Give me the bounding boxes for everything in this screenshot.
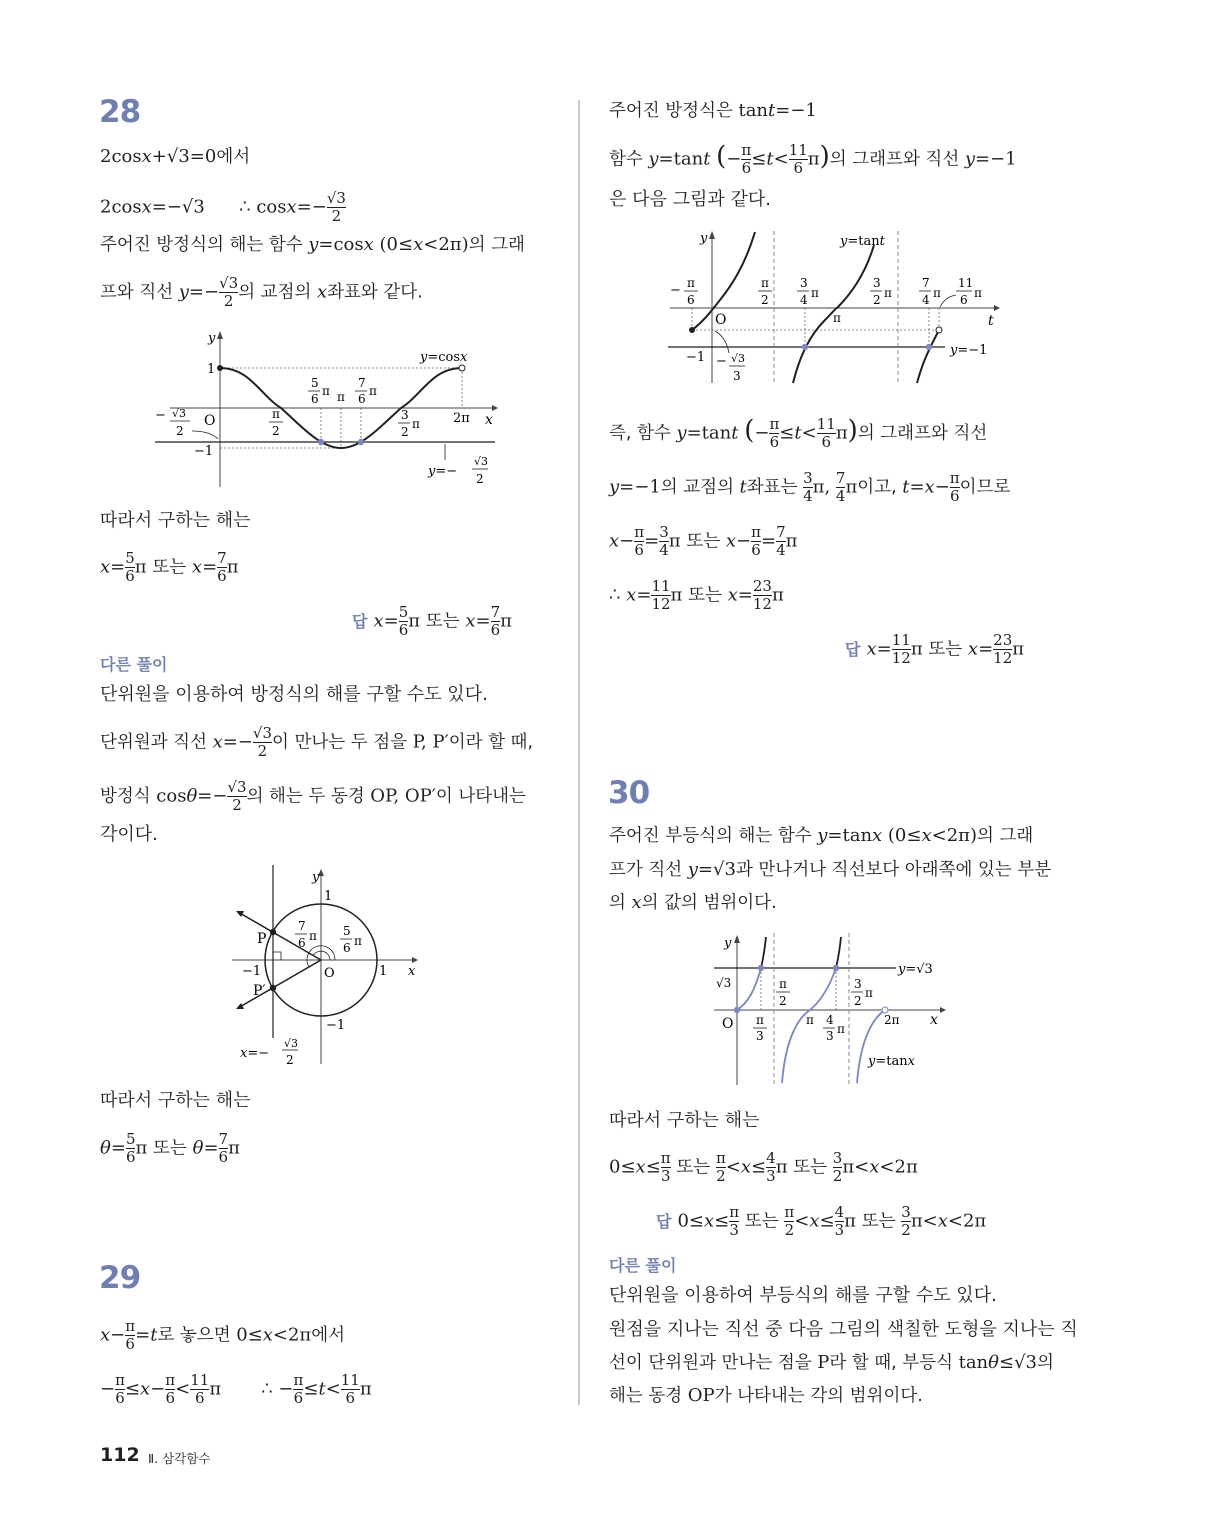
svg-text:√3: √3: [731, 352, 746, 365]
svg-text:O: O: [715, 312, 727, 328]
unit-circle-diagram: [220, 860, 430, 1070]
svg-text:y=√3: y=√3: [898, 962, 933, 977]
q30-line-3: 의 x의 값의 범위이다.: [609, 892, 777, 913]
svg-text:7: 7: [358, 376, 366, 390]
svg-text:y=−: y=−: [428, 464, 458, 479]
q28-line-1: 2cosx+√3=0에서: [100, 146, 251, 167]
q30-alt-line-4: 해는 동경 OP가 나타내는 각의 범위이다.: [609, 1385, 923, 1406]
svg-text:x: x: [408, 964, 416, 979]
svg-text:6: 6: [960, 293, 968, 307]
cos-graph: [150, 325, 510, 495]
q29-line-4: 함수 y=tant (− $\frac{\pi}{6}$ ≤t< $\frac{11}{6}$ π)의 그래프와 직선 y=−1: [609, 141, 1017, 177]
svg-text:π: π: [309, 929, 317, 943]
svg-text:π: π: [806, 1013, 814, 1027]
svg-text:π: π: [354, 934, 362, 948]
svg-text:y: y: [724, 936, 732, 951]
tan-t-graph: [660, 225, 1010, 390]
q28-alt-line-3: 방정식 cosθ=− $\frac{√3}{2}$ 의 해는 두 동경 OP, OP′이 나타내는: [100, 778, 526, 814]
svg-text:2: 2: [854, 994, 862, 1008]
svg-text:2: 2: [286, 1053, 294, 1067]
q28-result: x= $\frac{5}{6}$ π 또는 x= $\frac{7}{6}$ π: [100, 549, 239, 585]
svg-text:π: π: [756, 1013, 764, 1027]
svg-text:y: y: [208, 331, 216, 346]
question-number-28: 28: [99, 94, 141, 130]
q30-alt-title: 다른 풀이: [609, 1256, 677, 1275]
svg-text:3: 3: [854, 977, 862, 991]
svg-text:π: π: [811, 286, 819, 300]
q28-alt-result-intro: 따라서 구하는 해는: [100, 1090, 251, 1111]
svg-text:O: O: [324, 966, 335, 981]
svg-text:P′: P′: [253, 983, 266, 999]
svg-text:π: π: [412, 417, 420, 431]
svg-text:π: π: [837, 1022, 845, 1036]
q28-alt-title: 다른 풀이: [100, 655, 168, 674]
svg-text:1: 1: [324, 889, 333, 904]
svg-text:3: 3: [826, 1029, 834, 1043]
svg-text:−1: −1: [242, 964, 262, 979]
svg-text:2π: 2π: [884, 1013, 900, 1027]
svg-text:π: π: [272, 407, 280, 421]
q28-line-3: 주어진 방정식의 해는 함수 y=cosx (0≤x<2π)의 그래: [100, 234, 525, 255]
q28-line-2: 2cosx=−√3 ∴ cosx=− $\frac{√3}{2}$: [100, 189, 346, 225]
chapter-label: Ⅱ. 삼각함수: [148, 1451, 211, 1466]
svg-text:1: 1: [207, 362, 216, 377]
svg-text:y: y: [312, 870, 320, 885]
svg-text:O: O: [204, 413, 216, 429]
q29-answer: 답 x= $\frac{11}{12}$ π 또는 x= $\frac{23}{12}$ π: [845, 631, 1025, 667]
svg-text:5: 5: [343, 924, 351, 938]
svg-text:4: 4: [800, 293, 808, 307]
q29-line-3: 주어진 방정식은 tant=−1: [609, 100, 817, 121]
q28-alt-line-2: 단위원과 직선 x=− $\frac{√3}{2}$ 이 만나는 두 점을 P, P′이라 할 때,: [100, 724, 534, 760]
svg-text:11: 11: [958, 276, 974, 290]
q30-result: 0≤x≤ $\frac{\pi}{3}$ 또는 $\frac{\pi}{2}$ <x≤ $\frac{4}{3}$ π 또는 $\frac{3}{2}$ π<x<2π: [609, 1149, 918, 1185]
svg-text:√3: √3: [474, 455, 489, 468]
q28-answer: 답 x= $\frac{5}{6}$ π 또는 x= $\frac{7}{6}$ π: [352, 603, 513, 639]
column-divider: [578, 100, 580, 1405]
svg-text:6: 6: [687, 293, 695, 307]
q30-answer: 답 0≤x≤ $\frac{\pi}{3}$ 또는 $\frac{\pi}{2}$ <x≤ $\frac{4}{3}$ π 또는 $\frac{3}{2}$ π<x<2π: [656, 1203, 987, 1239]
svg-text:y=tant: y=tant: [840, 234, 885, 249]
svg-text:P: P: [257, 931, 267, 947]
svg-text:−1: −1: [194, 444, 214, 459]
q30-alt-line-1: 단위원을 이용하여 부등식의 해를 구할 수도 있다.: [609, 1285, 997, 1306]
q28-alt-line-4: 각이다.: [100, 824, 158, 845]
svg-text:5: 5: [311, 376, 319, 390]
svg-text:y=tanx: y=tanx: [868, 1054, 915, 1069]
svg-text:O: O: [722, 1016, 734, 1032]
svg-text:7: 7: [922, 276, 930, 290]
svg-text:π: π: [322, 384, 330, 398]
q29-line-6: 즉, 함수 y=tant (− $\frac{\pi}{6}$ ≤t< $\frac{11}{6}$ π)의 그래프와 직선: [609, 415, 988, 451]
answer-tag: 답: [656, 1211, 672, 1231]
svg-text:6: 6: [358, 392, 366, 406]
svg-text:√3: √3: [172, 407, 187, 420]
svg-text:2: 2: [401, 425, 409, 439]
svg-text:3: 3: [873, 276, 881, 290]
svg-text:2: 2: [272, 424, 280, 438]
svg-text:π: π: [933, 286, 941, 300]
svg-text:π: π: [865, 986, 873, 1000]
page-number: 112: [100, 1444, 140, 1466]
svg-text:−1: −1: [686, 350, 706, 365]
svg-text:y=−1: y=−1: [950, 343, 988, 358]
q28-line-4: 프와 직선 y=− $\frac{√3}{2}$ 의 교점의 x좌표와 같다.: [100, 274, 423, 310]
svg-text:4: 4: [826, 1013, 834, 1027]
q30-alt-line-2: 원점을 지나는 직선 중 다음 그림의 색칠한 도형을 지나는 직: [609, 1319, 1078, 1340]
svg-text:t: t: [988, 313, 994, 329]
svg-text:−1: −1: [326, 1018, 346, 1033]
svg-text:π: π: [337, 390, 345, 404]
q30-alt-line-3: 선이 단위원과 만나는 점을 P라 할 때, 부등식 tanθ≤√3의: [609, 1352, 1054, 1373]
q30-line-1: 주어진 부등식의 해는 함수 y=tanx (0≤x<2π)의 그래: [609, 825, 1034, 846]
q29-line-8: x− $\frac{\pi}{6}$ = $\frac{3}{4}$ π 또는 x− $\frac{\pi}{6}$ = $\frac{7}{4}$ π: [609, 523, 798, 559]
svg-text:2: 2: [176, 424, 184, 438]
q29-line-7: y=−1의 교점의 t좌표는 $\frac{3}{4}$ π, $\frac{7}{4}$ π이고, t=x− $\frac{\pi}{6}$ 이므로: [609, 469, 1011, 505]
q28-alt-result: θ= $\frac{5}{6}$ π 또는 θ= $\frac{7}{6}$ π: [100, 1130, 240, 1166]
svg-text:3: 3: [401, 408, 409, 422]
svg-text:π: π: [884, 286, 892, 300]
svg-text:2π: 2π: [453, 411, 470, 426]
q28-alt-line-1: 단위원을 이용하여 방정식의 해를 구할 수도 있다.: [100, 684, 488, 705]
svg-text:−: −: [155, 408, 166, 423]
question-number-29: 29: [99, 1260, 141, 1296]
question-number-30: 30: [608, 775, 650, 811]
svg-text:−: −: [716, 354, 727, 369]
svg-text:6: 6: [298, 936, 306, 950]
svg-text:x: x: [930, 1012, 938, 1028]
svg-text:7: 7: [298, 919, 306, 933]
svg-text:3: 3: [800, 276, 808, 290]
svg-text:2: 2: [476, 472, 484, 486]
q29-line-1: x− $\frac{\pi}{6}$ =t로 놓으면 0≤x<2π에서: [100, 1317, 346, 1353]
svg-text:π: π: [833, 311, 841, 325]
answer-tag: 답: [845, 639, 861, 659]
svg-text:−: −: [670, 283, 681, 298]
answer-tag: 답: [352, 611, 368, 631]
q30-result-intro: 따라서 구하는 해는: [609, 1110, 760, 1131]
svg-text:x=−: x=−: [240, 1046, 270, 1061]
svg-text:x: x: [485, 412, 493, 428]
svg-text:π: π: [369, 384, 377, 398]
svg-text:√3: √3: [716, 976, 732, 990]
svg-text:3: 3: [756, 1029, 764, 1043]
q30-line-2: 프가 직선 y=√3과 만나거나 직선보다 아래쪽에 있는 부분: [609, 859, 1052, 880]
svg-text:6: 6: [343, 941, 351, 955]
tan-x-graph: [700, 925, 960, 1095]
svg-text:4: 4: [922, 293, 930, 307]
svg-text:2: 2: [873, 293, 881, 307]
q29-line-9: ∴ x= $\frac{11}{12}$ π 또는 x= $\frac{23}{12}$ π: [609, 577, 784, 613]
svg-text:3: 3: [733, 369, 741, 383]
svg-text:π: π: [779, 977, 787, 991]
q28-result-intro: 따라서 구하는 해는: [100, 510, 251, 531]
svg-text:1: 1: [379, 964, 388, 979]
svg-text:y: y: [700, 231, 708, 246]
svg-text:√3: √3: [284, 1037, 299, 1050]
svg-text:π: π: [761, 276, 769, 290]
q29-line-5: 은 다음 그림과 같다.: [609, 189, 771, 210]
svg-text:6: 6: [311, 392, 319, 406]
svg-text:2: 2: [761, 293, 769, 307]
svg-text:π: π: [974, 286, 982, 300]
svg-text:2: 2: [779, 994, 787, 1008]
svg-text:y=cosx: y=cosx: [420, 350, 468, 365]
q29-line-2: − $\frac{\pi}{6}$ ≤x− $\frac{\pi}{6}$ < $\frac{11}{6}$ π ∴ − $\frac{\pi}{6}$ ≤t< $\frac{11}{6}$ π: [100, 1371, 372, 1407]
svg-text:π: π: [687, 276, 695, 290]
